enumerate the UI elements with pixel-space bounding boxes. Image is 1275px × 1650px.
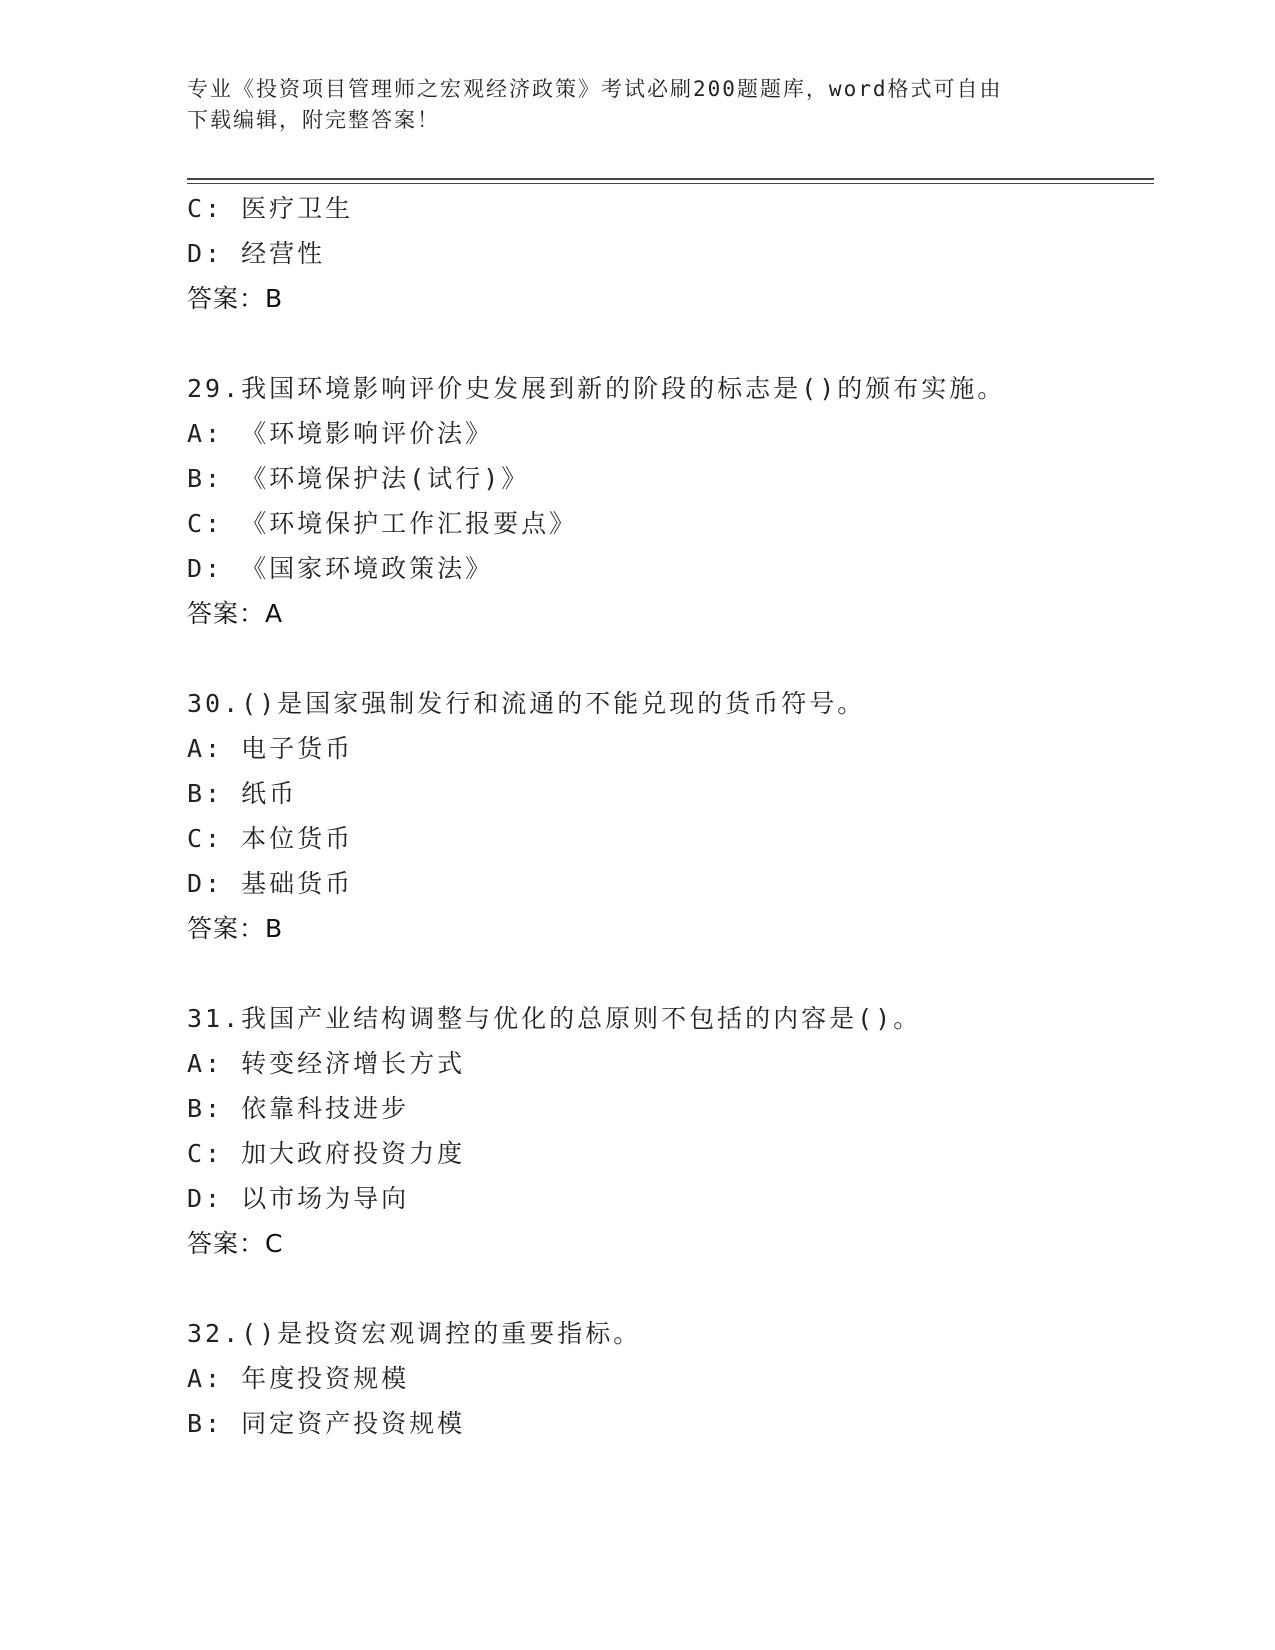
q30-option-a: A: 电子货币 bbox=[187, 734, 354, 763]
document-header bbox=[187, 74, 1087, 136]
q29-option-d: D: 《国家环境政策法》 bbox=[187, 554, 494, 583]
q28-option-d: D: 经营性 bbox=[187, 239, 326, 268]
q32-option-b: B: 同定资产投资规模 bbox=[187, 1409, 466, 1438]
q30-option-c: C: 本位货币 bbox=[187, 824, 354, 853]
q30-option-b: B: 纸币 bbox=[187, 779, 298, 808]
q29-option-c: C: 《环境保护工作汇报要点》 bbox=[187, 509, 578, 538]
q30-answer: 答案：B bbox=[187, 914, 284, 943]
header-line-1: 专业《投资项目管理师之宏观经济政策》考试必刷200题题库，word格式可自由 bbox=[187, 77, 1003, 101]
header-divider-thick bbox=[187, 178, 1154, 180]
q31-option-c: C: 加大政府投资力度 bbox=[187, 1139, 466, 1168]
q31-option-d: D: 以市场为导向 bbox=[187, 1184, 410, 1213]
q32-option-a: A: 年度投资规模 bbox=[187, 1364, 410, 1393]
q31-answer: 答案：C bbox=[187, 1229, 284, 1258]
header-divider-thin bbox=[187, 183, 1154, 184]
q29-stem: 29.我国环境影响评价史发展到新的阶段的标志是()的颁布实施。 bbox=[187, 374, 1006, 403]
q29-option-a: A: 《环境影响评价法》 bbox=[187, 419, 494, 448]
q32-stem: 32.()是投资宏观调控的重要指标。 bbox=[187, 1319, 642, 1348]
q29-answer: 答案：A bbox=[187, 599, 284, 628]
q31-option-b: B: 依靠科技进步 bbox=[187, 1094, 410, 1123]
q31-option-a: A: 转变经济增长方式 bbox=[187, 1049, 466, 1078]
q31-stem: 31.我国产业结构调整与优化的总原则不包括的内容是()。 bbox=[187, 1004, 922, 1033]
q30-stem: 30.()是国家强制发行和流通的不能兑现的货币符号。 bbox=[187, 689, 866, 718]
q29-option-b: B: 《环境保护法(试行)》 bbox=[187, 464, 530, 493]
q30-option-d: D: 基础货币 bbox=[187, 869, 354, 898]
q28-option-c: C: 医疗卫生 bbox=[187, 194, 354, 223]
header-line-2: 下载编辑，附完整答案！ bbox=[187, 108, 440, 132]
q28-answer: 答案：B bbox=[187, 284, 284, 313]
